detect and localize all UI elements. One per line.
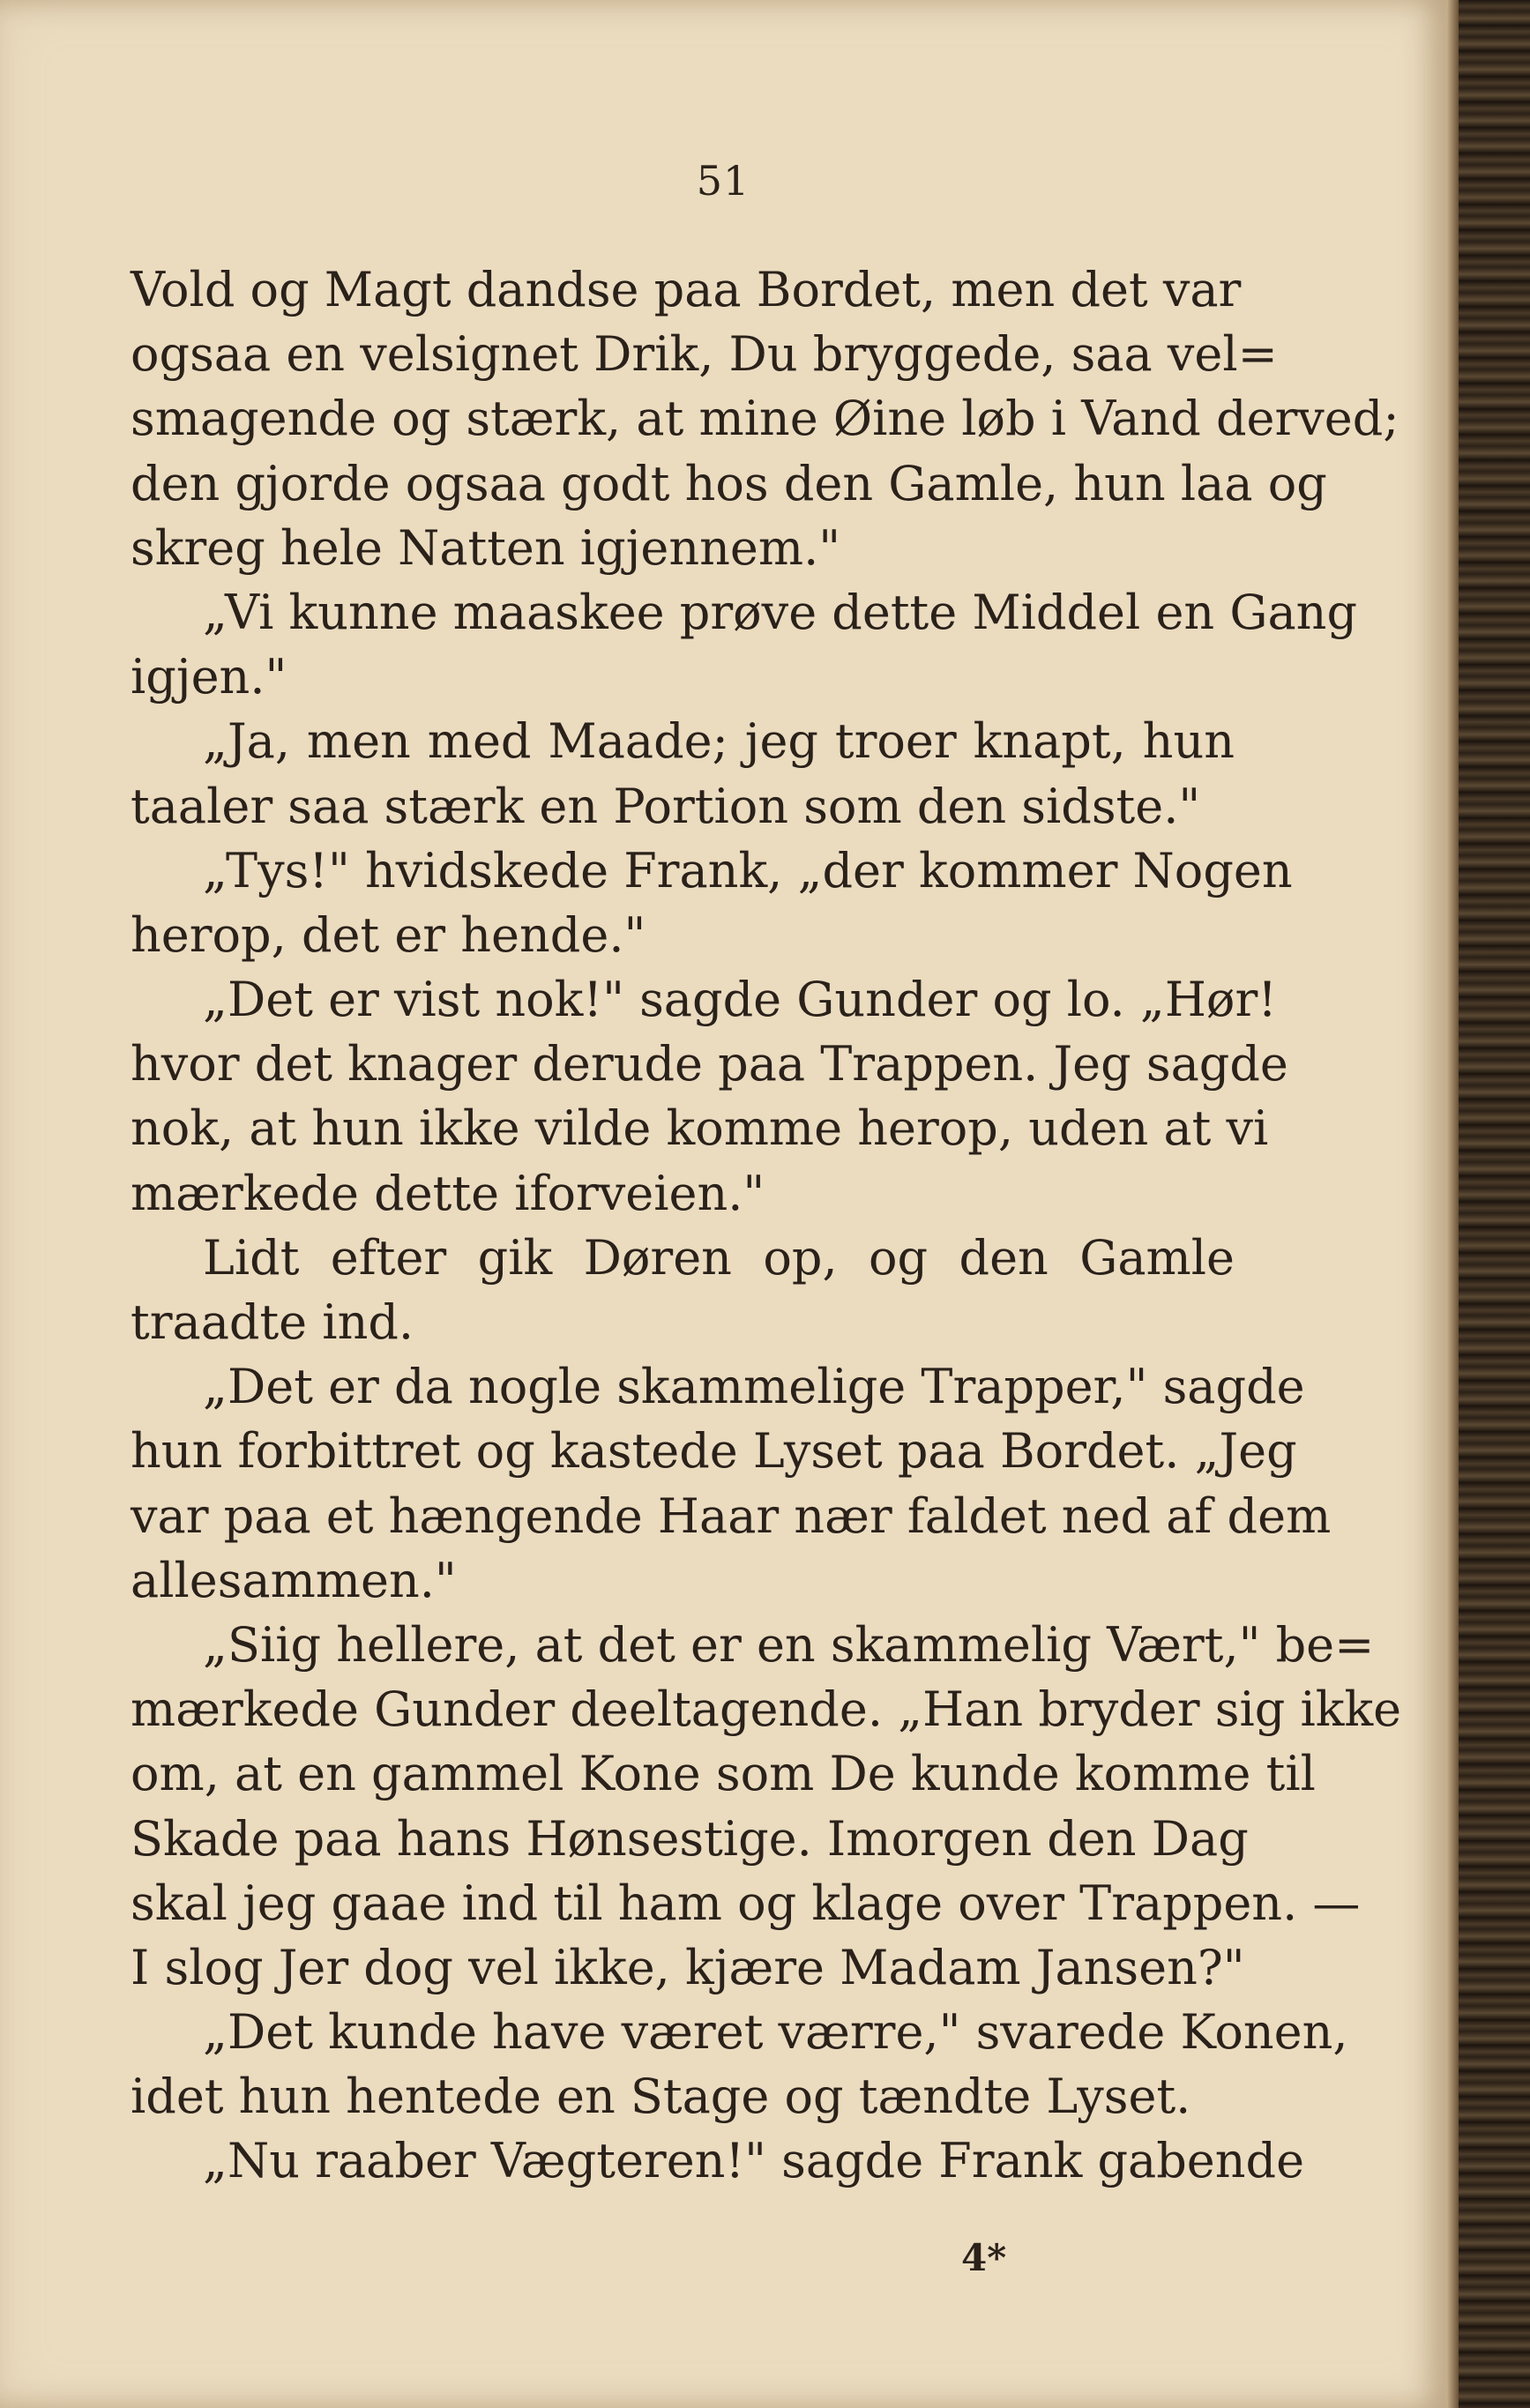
text-line: skreg hele Natten igjennem." — [131, 519, 841, 576]
text-line: mærkede dette iforveien." — [131, 1165, 765, 1221]
text-line: „Nu raaber Vægteren!" sagde Frank gabende — [203, 2133, 1305, 2189]
text-line: traadte ind. — [131, 1294, 414, 1350]
text-line: Vold og Magt dandse paa Bordet, men det var — [131, 262, 1242, 317]
text-line: allesammen." — [131, 1552, 457, 1608]
page-number: 51 — [696, 157, 750, 205]
text-line: „Det er da nogle skammelige Trapper," sagde — [203, 1359, 1305, 1415]
text-line: taaler saa stærk en Portion som den sidste." — [131, 778, 1201, 834]
text-line: „Det er vist nok!" sagde Gunder og lo. „Hør! — [203, 972, 1277, 1028]
text-line: den gjorde ogsaa godt hos den Gamle, hun laa og — [131, 455, 1327, 511]
text-line: var paa et hængende Haar nær faldet ned af dem — [131, 1487, 1332, 1544]
text-line: igjen." — [131, 649, 287, 705]
text-line: „Vi kunne maaskee prøve dette Middel en Gang — [203, 584, 1358, 640]
text-line: smagende og stærk, at mine Øine løb i Vand derved; — [131, 391, 1399, 447]
text-line: I slog Jer dog vel ikke, kjære Madam Jansen?" — [131, 1939, 1245, 1995]
page-edge — [1446, 0, 1459, 2408]
body-text — [131, 257, 1402, 2194]
text-line: ogsaa en velsignet Drik, Du bryggede, saa vel= — [131, 326, 1278, 383]
text-line: skal jeg gaae ind til ham og klage over Trappen. — — [131, 1875, 1361, 1931]
text-line: „Siig hellere, at det er en skammelig Vært," be= — [203, 1616, 1375, 1673]
signature-mark: 4* — [961, 2236, 1007, 2279]
text-line: Lidt efter gik Døren op, og den Gamle — [203, 1229, 1235, 1286]
text-line: nok, at hun ikke vilde komme herop, uden at vi — [131, 1100, 1269, 1157]
text-line: hvor det knager derude paa Trappen. Jeg sagde — [131, 1036, 1288, 1092]
text-line: „Det kunde have været værre," svarede Konen, — [203, 2004, 1348, 2061]
text-line: „Tys!" hvidskede Frank, „der kommer Nogen — [203, 842, 1293, 898]
book-spine — [1446, 0, 1530, 2408]
text-line: hun forbittret og kastede Lyset paa Bordet. „Jeg — [131, 1423, 1297, 1480]
text-line: om, at en gammel Kone som De kunde komme til — [131, 1746, 1316, 1802]
text-line: herop, det er hende." — [131, 906, 646, 963]
text-line: idet hun hentede en Stage og tændte Lyset. — [131, 2069, 1191, 2125]
text-line: „Ja, men med Maade; jeg troer knapt, hun — [203, 713, 1235, 770]
text-line: mærkede Gunder deeltagende. „Han bryder sig ikke — [131, 1681, 1402, 1738]
text-line: Skade paa hans Hønsestige. Imorgen den Dag — [131, 1810, 1249, 1867]
